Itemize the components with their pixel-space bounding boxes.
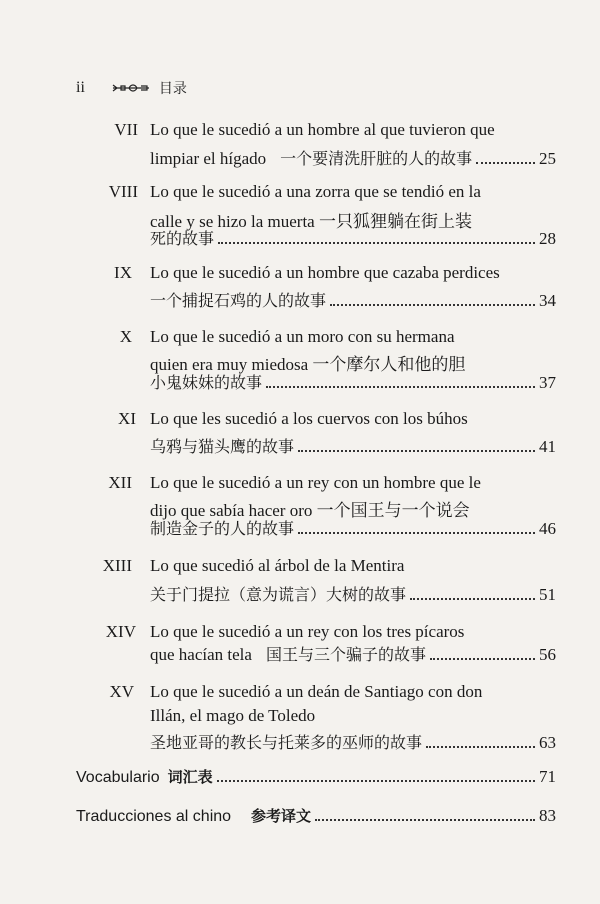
- entry-title-line: Lo que le sucedió a un hombre que cazaba perdices: [150, 263, 500, 282]
- entry-last-line: [150, 582, 556, 605]
- entry-last-line: [150, 370, 556, 393]
- leader-dots: [218, 242, 535, 244]
- leader-dots: [430, 658, 535, 660]
- entry-last-line: [150, 516, 556, 539]
- leader-dots: [410, 598, 535, 600]
- entry-title-line: Lo que le sucedió a un hombre al que tuvieron que: [150, 120, 495, 139]
- entry-number: XII: [108, 473, 132, 492]
- toc-entry-vocabulario[interactable]: [76, 766, 556, 787]
- entry-title-line: Lo que le sucedió a un moro con su hermana: [150, 327, 455, 346]
- entry-page: 28: [539, 229, 556, 248]
- entry-title-zh: 一个要清洗肝脏的人的故事: [280, 149, 473, 168]
- entry-number: IX: [114, 263, 132, 282]
- entry-title-line: Lo que le sucedió a un rey con los tres pícaros: [150, 622, 465, 641]
- entry-title-zh: 死的故事: [150, 229, 215, 248]
- leader-dots: [298, 532, 535, 534]
- entry-last-line: [150, 434, 556, 457]
- entry-page: 37: [539, 373, 556, 392]
- leader-dots: [217, 780, 535, 782]
- page-number-roman: ii: [76, 79, 85, 96]
- entry-number: XIV: [105, 622, 136, 641]
- entry-last-line: [150, 730, 556, 753]
- entry-title-zh: 一个捕捉石鸡的人的故事: [150, 291, 327, 310]
- leader-dots: [266, 386, 535, 388]
- entry-page: 46: [539, 519, 556, 538]
- entry-title-line: Lo que le sucedió a una zorra que se tendió en la: [150, 182, 481, 201]
- leader-dots: [426, 746, 535, 748]
- entry-last-line: [150, 642, 556, 665]
- entry-last-line: [150, 226, 556, 249]
- entry-title-line: Lo que le sucedió a un deán de Santiago con don: [150, 682, 483, 701]
- entry-title-es: Traducciones al chino: [76, 808, 232, 825]
- toc-entry-traducciones[interactable]: [76, 805, 556, 826]
- entry-title-es: Vocabulario: [76, 769, 160, 786]
- entry-number: XI: [118, 409, 136, 428]
- entry-page: 56: [539, 645, 556, 664]
- leader-dots: [298, 450, 535, 452]
- entry-number: VII: [114, 120, 138, 139]
- entry-number: VIII: [108, 182, 138, 201]
- entry-title-es: que hacían tela: [150, 645, 252, 664]
- entry-title-line: calle y se hizo la muerta 一只狐狸躺在街上装: [150, 212, 472, 231]
- entry-page: 83: [539, 806, 556, 825]
- entry-page: 71: [539, 767, 556, 786]
- entry-title-line: Lo que le sucedió a un rey con un hombre que le: [150, 473, 481, 492]
- entry-page: 34: [539, 291, 556, 310]
- running-header: [76, 78, 187, 98]
- entry-title-zh: 小鬼妹妹的故事: [150, 373, 263, 392]
- entry-title-zh: 乌鸦与猫头鹰的故事: [150, 437, 295, 456]
- entry-number: XV: [109, 682, 134, 701]
- entry-title-zh: 词汇表: [167, 768, 213, 786]
- entry-title-zh: 圣地亚哥的教长与托莱多的巫师的故事: [150, 733, 423, 752]
- entry-title-zh: 制造金子的人的故事: [150, 519, 295, 538]
- entry-title-line: Lo que sucedió al árbol de la Mentira: [150, 556, 405, 575]
- entry-title-line: dijo que sabía hacer oro 一个国王与一个说会: [150, 501, 470, 520]
- entry-title-zh: 国王与三个骗子的故事: [265, 645, 426, 664]
- entry-title-line: Illán, el mago de Toledo: [150, 706, 316, 725]
- header-title: 目录: [158, 81, 187, 97]
- entry-number: XIII: [102, 556, 132, 575]
- entry-last-line: [150, 146, 556, 169]
- entry-number: X: [119, 327, 132, 346]
- ornament-icon: [111, 83, 151, 93]
- entry-last-line: [150, 288, 556, 311]
- entry-page: 51: [539, 585, 556, 604]
- entry-page: 41: [539, 437, 556, 456]
- entry-title-es: limpiar el hígado: [150, 149, 267, 168]
- entry-title-line: quien era muy miedosa 一个摩尔人和他的胆: [150, 355, 466, 374]
- leader-dots: [476, 162, 535, 164]
- entry-page: 63: [539, 733, 556, 752]
- entry-title-zh: 参考译文: [251, 807, 312, 825]
- entry-title-zh: 关于门提拉（意为谎言）大树的故事: [150, 585, 407, 604]
- entry-page: 25: [539, 149, 556, 168]
- entry-title-line: Lo que les sucedió a los cuervos con los búhos: [150, 409, 468, 428]
- leader-dots: [315, 819, 535, 821]
- leader-dots: [330, 304, 535, 306]
